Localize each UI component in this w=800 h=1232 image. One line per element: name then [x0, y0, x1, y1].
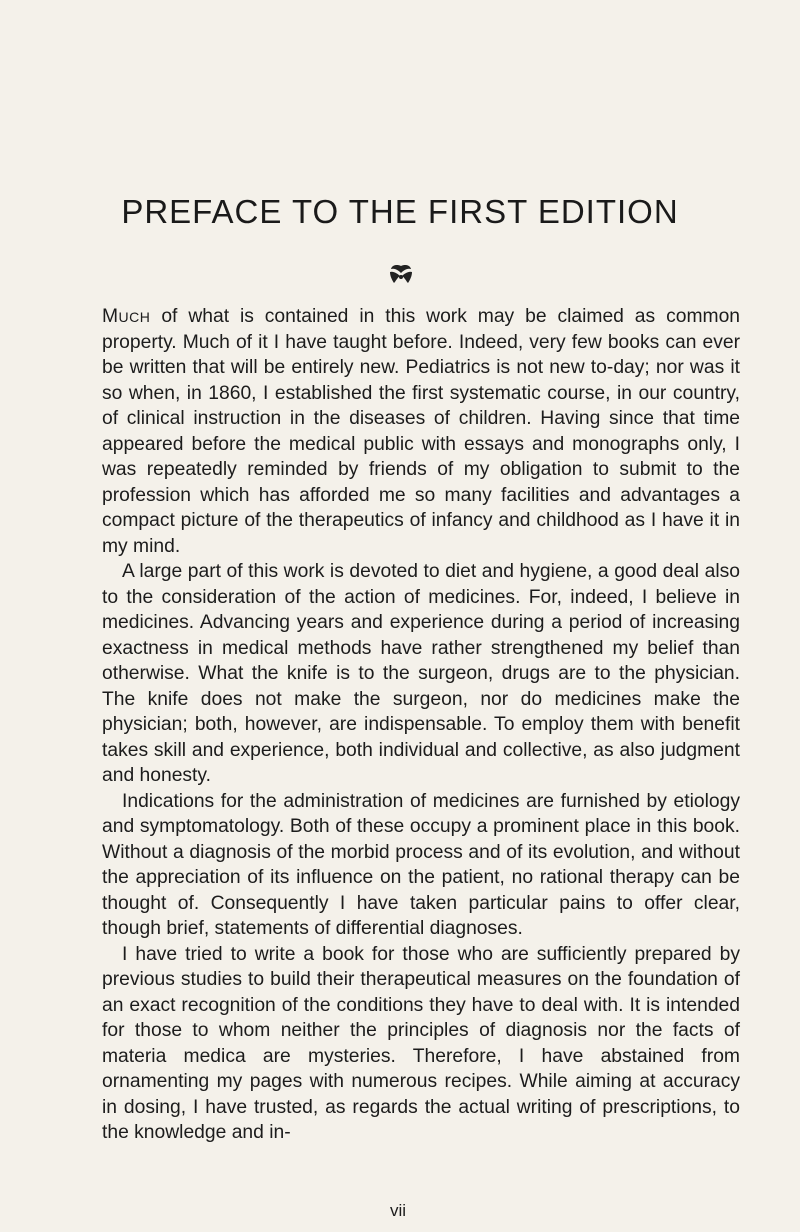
page-number: vii — [390, 1201, 407, 1220]
paragraph-3: Indications for the administration of medicines are furnished by etiology and symptomatology. Both of these occupy a prominent place in this book. Without a diagnosis of the morbid process and of its evolution, and without the appreciation of its influence on the patient, no rational therapy can be thought of. Consequently I have taken particular pains to offer clear, though brief, statements of differential diagnoses. — [102, 790, 740, 939]
fleuron-icon — [388, 264, 414, 284]
paragraph-4: I have tried to write a book for those who are sufficiently prepared by previous studies to build their therapeutical measures on the foundation of an exact recognition of the conditions they have to deal with. It is intended for those to whom neither the principles of diagnosis nor the facts of materia medica are mysteries. Therefore, I have abstained from ornamenting my pages with numerous recipes. While aiming at accuracy in dosing, I have trusted, as regards the actual writing of prescriptions, to the knowledge and in- — [102, 943, 740, 1143]
preface-body — [102, 304, 740, 1146]
lead-word: Much — [102, 306, 151, 327]
paragraph-1: Much of what is contained in this work may be claimed as common property. Much of it I have taught before. Indeed, very few books can ever be written that will be entirely new. Pediatrics is not new to-day; nor was it so when, in 1860, I established the first systematic course, in our country, of clinical instruction in the diseases of children. Having since that time appeared before the medical public with essays and monographs only, I was repeatedly reminded by friends of my obligation to submit to the profession which has afforded me so many facilities and advantages a compact picture of the therapeutics of infancy and childhood as I have it in my mind. — [102, 306, 741, 557]
page-title: PREFACE TO THE FIRST EDITION — [121, 193, 679, 230]
paragraph-2: A large part of this work is devoted to diet and hygiene, a good deal also to the consideration of the action of medicines. For, indeed, I believe in medicines. Advancing years and experience during a period of increasing exactness in medical methods have rather strengthened my belief than otherwise. What the knife is to the surgeon, drugs are to the physician. The knife does not make the surgeon, nor do medicines make the physician; both, however, are indispensable. To employ them with benefit takes skill and experience, both individual and collective, as also judgment and honesty. — [102, 561, 740, 786]
